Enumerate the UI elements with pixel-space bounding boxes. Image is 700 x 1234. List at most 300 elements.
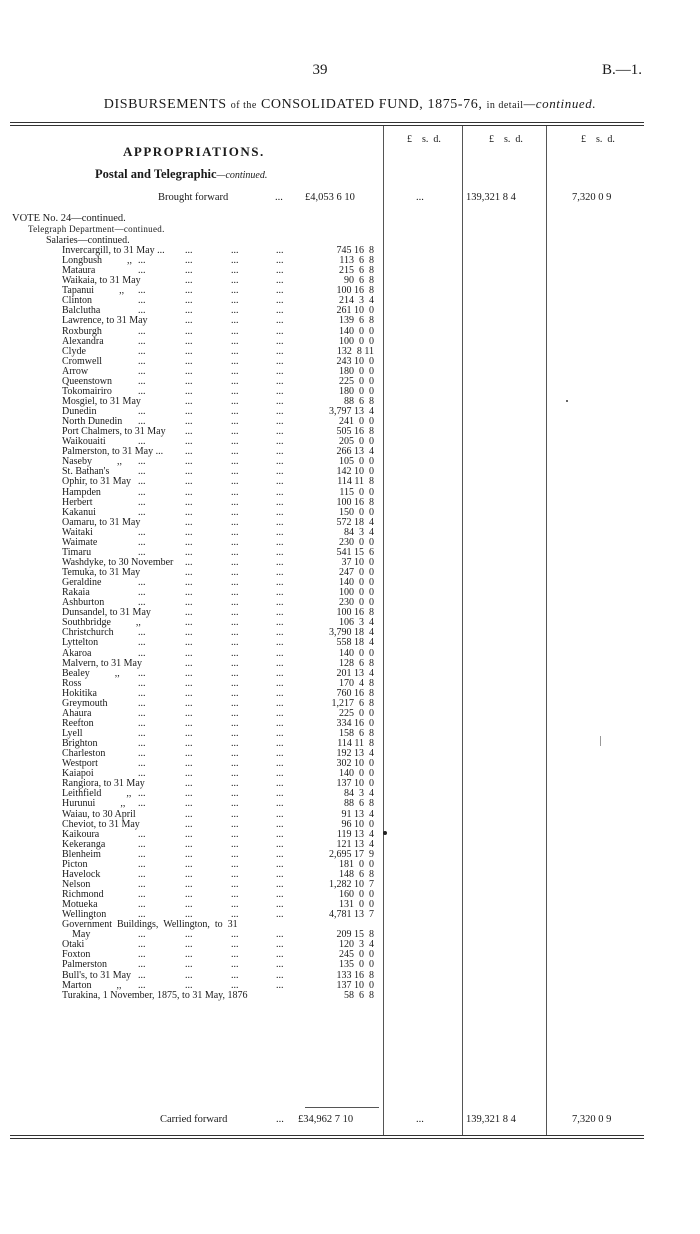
carried-forward-col2: 139,321 8 4 <box>466 1114 516 1125</box>
leader-dots: ... <box>231 365 239 377</box>
leader-dots: ... <box>231 285 239 297</box>
table-bottom-rule-inner <box>10 1138 644 1139</box>
title-in-detail: in detail <box>486 100 524 111</box>
leader-dots: ... <box>185 546 193 558</box>
entry-name: Geraldine <box>62 577 102 589</box>
entry-name: Westport <box>62 758 98 770</box>
entry-name: Akaroa <box>62 647 92 659</box>
leader-dots: ... <box>231 677 239 689</box>
leader-dots: ... <box>276 899 284 911</box>
leader-dots: ... <box>138 597 146 609</box>
leader-dots: ... <box>138 647 146 659</box>
leader-dots: ... <box>138 788 146 800</box>
leader-dots: ... <box>276 738 284 750</box>
leader-dots: ... <box>185 818 193 830</box>
column-header-3: £ s. d. <box>581 134 615 145</box>
leader-dots: ... <box>185 707 193 719</box>
leader-dots: ... <box>138 627 146 639</box>
leader-dots: ... <box>231 939 239 951</box>
leader-dots: ... <box>185 496 193 508</box>
leader-dots: ... <box>138 868 146 880</box>
leader-dots: ... <box>276 486 284 498</box>
leader-dots: ... <box>276 406 284 417</box>
leader-dots: ... <box>231 838 239 850</box>
section-heading <box>95 167 267 182</box>
leader-dots: ... <box>185 305 193 317</box>
leader-dots: ... <box>185 607 193 619</box>
carried-forward-col1: ... <box>416 1114 424 1125</box>
leader-dots: ... <box>138 748 146 760</box>
entry-name: Mataura <box>62 265 96 277</box>
entry-name: Palmerston <box>62 959 107 971</box>
leader-dots: ... <box>185 889 193 900</box>
leader-dots: ... <box>231 818 239 830</box>
entry-name: Blenheim <box>62 848 101 860</box>
leader-dots: ... <box>185 556 193 568</box>
leader-dots: ... <box>231 758 239 770</box>
title-main: DISBURSEMENTS <box>103 97 227 112</box>
entry-amount: 505 16 8 <box>336 426 374 438</box>
leader-dots: ... <box>231 577 239 589</box>
leader-dots: ... <box>276 818 284 830</box>
entry-name: Lyttelton <box>62 637 99 649</box>
leader-dots: ... <box>276 506 284 518</box>
leader-dots: ... <box>138 496 146 508</box>
entry-name: Longbush ,, <box>62 255 132 267</box>
entry-name: Picton <box>62 858 88 870</box>
leader-dots: ... <box>231 567 239 578</box>
leader-dots: ... <box>185 697 193 709</box>
entry-amount: 2,695 17 9 <box>329 848 374 860</box>
leader-dots: ... <box>231 858 239 870</box>
entry-amount: 142 10 0 <box>336 466 374 478</box>
leader-dots: ... <box>138 526 146 538</box>
table-row <box>0 638 700 648</box>
carried-forward-dots: ... <box>276 1114 284 1125</box>
page-number: 39 <box>312 62 328 78</box>
leader-dots: ... <box>138 285 146 297</box>
leader-dots: ... <box>231 949 239 961</box>
entry-amount: 247 0 0 <box>339 567 374 578</box>
leader-dots: ... <box>138 687 146 699</box>
entry-amount: 133 16 8 <box>336 969 374 981</box>
leader-dots: ... <box>231 556 239 568</box>
appropriations-heading: APPROPRIATIONS. <box>123 144 265 159</box>
leader-dots: ... <box>231 687 239 699</box>
leader-dots: ... <box>185 426 193 438</box>
leader-dots: ... <box>276 355 284 367</box>
column-header-2: £ s. d. <box>489 134 523 145</box>
total-rule <box>305 1107 379 1108</box>
entry-name: Ahaura <box>62 707 92 719</box>
entry-name: Port Chalmers, to 31 May <box>62 426 166 438</box>
entry-amount: 230 0 0 <box>339 597 374 609</box>
leader-dots: ... <box>231 516 239 528</box>
leader-dots: ... <box>231 375 239 387</box>
entry-name: Tapanui ,, <box>62 285 125 297</box>
leader-dots: ... <box>231 647 239 659</box>
entry-name: Mosgiel, to 31 May <box>62 395 141 407</box>
leader-dots: ... <box>276 516 284 528</box>
leader-dots: ... <box>138 325 146 337</box>
entry-amount: 192 13 4 <box>336 748 374 760</box>
leader-dots: ... <box>276 496 284 508</box>
leader-dots: ... <box>231 546 239 558</box>
leader-dots: ... <box>231 929 239 941</box>
entry-amount: 205 0 0 <box>339 436 374 448</box>
entry-amount: 180 0 0 <box>339 385 374 397</box>
carried-forward-col3: 7,320 0 9 <box>572 1114 612 1125</box>
entry-amount: 140 0 0 <box>339 325 374 337</box>
entry-name: Dunedin <box>62 406 97 417</box>
brought-forward-col3: 7,320 0 9 <box>572 192 612 203</box>
entry-amount: 106 3 4 <box>339 617 374 629</box>
column-header-1: £ s. d. <box>407 134 441 145</box>
salary-entries <box>0 246 700 1001</box>
leader-dots: ... <box>276 587 284 599</box>
leader-dots: ... <box>138 345 146 357</box>
entry-name: Oamaru, to 31 May <box>62 516 141 528</box>
leader-dots: ... <box>138 979 146 991</box>
leader-dots: ... <box>231 637 239 649</box>
leader-dots: ... <box>185 828 193 840</box>
entry-amount: 131 0 0 <box>339 899 374 911</box>
leader-dots: ... <box>138 909 146 921</box>
leader-dots: ... <box>185 255 193 267</box>
entry-amount: 139 6 8 <box>339 315 374 327</box>
entry-name: Herbert <box>62 496 93 508</box>
leader-dots: ... <box>185 909 193 921</box>
leader-dots: ... <box>138 758 146 770</box>
entry-name: Timaru <box>62 546 92 558</box>
entry-amount: 215 6 8 <box>339 265 374 277</box>
leader-dots: ... <box>185 406 193 417</box>
leader-dots: ... <box>276 798 284 810</box>
brought-forward-col1: ... <box>416 192 424 203</box>
leader-dots: ... <box>138 707 146 719</box>
leader-dots: ... <box>276 778 284 790</box>
leader-dots: ... <box>185 577 193 589</box>
leader-dots: ... <box>231 486 239 498</box>
leader-dots: ... <box>138 335 146 347</box>
leader-dots: ... <box>231 878 239 890</box>
entry-amount: 243 10 0 <box>336 355 374 367</box>
entry-name: Bull's, to 31 May <box>62 969 132 981</box>
leader-dots: ... <box>276 456 284 468</box>
leader-dots: ... <box>185 446 193 458</box>
entry-amount: 1,217 6 8 <box>331 697 374 709</box>
entry-name: Havelock <box>62 868 101 880</box>
leader-dots: ... <box>276 627 284 639</box>
leader-dots: ... <box>231 617 239 629</box>
entry-name: Temuka, to 31 May <box>62 567 141 578</box>
leader-dots: ... <box>276 697 284 709</box>
entry-amount: 241 0 0 <box>339 416 374 428</box>
leader-dots: ... <box>138 697 146 709</box>
leader-dots: ... <box>231 657 239 669</box>
leader-dots: ... <box>231 848 239 860</box>
entry-name: Malvern, to 31 May <box>62 657 142 669</box>
entry-name: Otaki <box>62 939 85 951</box>
leader-dots: ... <box>185 245 193 256</box>
leader-dots: ... <box>276 345 284 357</box>
leader-dots: ... <box>231 979 239 991</box>
leader-dots: ... <box>138 858 146 870</box>
entry-name: Roxburgh <box>62 325 102 337</box>
entry-amount: 160 0 0 <box>339 889 374 900</box>
leader-dots: ... <box>138 798 146 810</box>
entry-amount: 90 6 8 <box>344 275 374 287</box>
entry-name: Charleston <box>62 748 106 760</box>
leader-dots: ... <box>276 546 284 558</box>
entry-name: Turakina, 1 November, 1875, to 31 May, 1876 <box>62 989 248 1001</box>
leader-dots: ... <box>185 868 193 880</box>
carried-forward-label: Carried forward <box>160 1114 228 1125</box>
entry-name: North Dunedin <box>62 416 123 428</box>
leader-dots: ... <box>231 828 239 840</box>
leader-dots: ... <box>185 265 193 277</box>
title-of-the: of the <box>230 100 257 111</box>
leader-dots: ... <box>138 587 146 599</box>
leader-dots: ... <box>231 707 239 719</box>
leader-dots: ... <box>138 546 146 558</box>
title-continued: —continued. <box>523 96 597 111</box>
entry-name: Christchurch <box>62 627 114 639</box>
leader-dots: ... <box>231 738 239 750</box>
leader-dots: ... <box>185 516 193 528</box>
leader-dots: ... <box>231 295 239 307</box>
leader-dots: ... <box>185 738 193 750</box>
leader-dots: ... <box>185 375 193 387</box>
leader-dots: ... <box>185 365 193 377</box>
leader-dots: ... <box>185 728 193 739</box>
entry-amount: 334 16 0 <box>336 717 374 729</box>
leader-dots: ... <box>138 295 146 307</box>
department-heading: Telegraph Department—continued. <box>28 224 165 234</box>
leader-dots: ... <box>276 868 284 880</box>
leader-dots: ... <box>231 345 239 357</box>
leader-dots: ... <box>185 637 193 649</box>
leader-dots: ... <box>185 587 193 599</box>
entry-name: Waiau, to 30 April <box>62 808 136 820</box>
entry-name: Kakanui <box>62 506 96 518</box>
leader-dots: ... <box>138 738 146 750</box>
leader-dots: ... <box>231 315 239 327</box>
leader-dots: ... <box>231 788 239 800</box>
leader-dots: ... <box>231 436 239 448</box>
leader-dots: ... <box>185 959 193 971</box>
entry-amount: 84 3 4 <box>344 788 374 800</box>
entry-amount: 84 3 4 <box>344 526 374 538</box>
leader-dots: ... <box>185 526 193 538</box>
leader-dots: ... <box>276 959 284 971</box>
leader-dots: ... <box>231 456 239 468</box>
entry-amount: 128 6 8 <box>339 657 374 669</box>
leader-dots: ... <box>185 506 193 518</box>
leader-dots: ... <box>185 788 193 800</box>
table-bottom-rule <box>10 1135 644 1136</box>
entry-name: Southbridge ,, <box>62 617 141 629</box>
entry-amount: 100 16 8 <box>336 496 374 508</box>
leader-dots: ... <box>276 265 284 277</box>
entry-amount: 214 3 4 <box>339 295 374 307</box>
entry-name: Alexandra <box>62 335 104 347</box>
leader-dots: ... <box>276 949 284 961</box>
leader-dots: ... <box>138 949 146 961</box>
entry-amount: 119 13 4 <box>336 828 374 840</box>
leader-dots: ... <box>231 255 239 267</box>
leader-dots: ... <box>185 385 193 397</box>
leader-dots: ... <box>276 788 284 800</box>
entry-amount: 140 0 0 <box>339 577 374 589</box>
ink-speck <box>566 400 568 402</box>
entry-name: Motueka <box>62 899 98 911</box>
leader-dots: ... <box>185 687 193 699</box>
entry-name: Cromwell <box>62 355 102 367</box>
leader-dots: ... <box>231 536 239 548</box>
leader-dots: ... <box>185 295 193 307</box>
entry-name: Clinton <box>62 295 93 307</box>
leader-dots: ... <box>276 476 284 488</box>
leader-dots: ... <box>185 899 193 911</box>
leader-dots: ... <box>138 969 146 981</box>
leader-dots: ... <box>231 426 239 438</box>
entry-amount: 132 8 11 <box>336 345 374 357</box>
leader-dots: ... <box>231 959 239 971</box>
leader-dots: ... <box>231 808 239 820</box>
brought-forward-col2: 139,321 8 4 <box>466 192 516 203</box>
entry-amount: 96 10 0 <box>341 818 374 830</box>
entry-amount: 541 15 6 <box>336 546 374 558</box>
leader-dots: ... <box>231 889 239 900</box>
leader-dots: ... <box>138 728 146 739</box>
entry-name: Kaiapoi <box>62 768 94 780</box>
entry-amount: 170 4 8 <box>339 677 374 689</box>
entry-name: Bealey ,, <box>62 667 120 679</box>
leader-dots: ... <box>138 305 146 317</box>
leader-dots: ... <box>231 526 239 538</box>
leader-dots: ... <box>276 305 284 317</box>
leader-dots: ... <box>231 748 239 760</box>
leader-dots: ... <box>185 416 193 428</box>
leader-dots: ... <box>185 838 193 850</box>
leader-dots: ... <box>231 476 239 488</box>
leader-dots: ... <box>185 345 193 357</box>
leader-dots: ... <box>138 255 146 267</box>
leader-dots: ... <box>276 607 284 619</box>
leader-dots: ... <box>185 315 193 327</box>
table-row <box>0 477 700 487</box>
leader-dots: ... <box>231 909 239 921</box>
leader-dots: ... <box>138 717 146 729</box>
entry-amount: 245 0 0 <box>339 949 374 961</box>
leader-dots: ... <box>231 506 239 518</box>
entry-name: Washdyke, to 30 November <box>62 556 174 568</box>
entry-amount: 100 16 8 <box>336 285 374 297</box>
leader-dots: ... <box>276 848 284 860</box>
leader-dots: ... <box>185 647 193 659</box>
brought-forward-label: Brought forward <box>158 192 229 203</box>
entry-name: Naseby ,, <box>62 456 122 468</box>
leader-dots: ... <box>276 536 284 548</box>
entry-amount: 88 6 8 <box>344 395 374 407</box>
entry-amount: 100 16 8 <box>336 607 374 619</box>
entry-amount: 137 10 0 <box>336 979 374 991</box>
entry-name: Arrow <box>62 365 89 377</box>
leader-dots: ... <box>276 969 284 981</box>
entry-amount: 91 13 4 <box>341 808 374 820</box>
leader-dots: ... <box>185 285 193 297</box>
entry-name: Dunsandel, to 31 May <box>62 607 151 619</box>
leader-dots: ... <box>276 858 284 870</box>
leader-dots: ... <box>138 899 146 911</box>
leader-dots: ... <box>231 667 239 679</box>
leader-dots: ... <box>185 848 193 860</box>
leader-dots: ... <box>138 506 146 518</box>
leader-dots: ... <box>276 768 284 780</box>
leader-dots: ... <box>276 385 284 397</box>
entry-amount: 140 0 0 <box>339 647 374 659</box>
leader-dots: ... <box>231 325 239 337</box>
leader-dots: ... <box>138 265 146 277</box>
leader-dots: ... <box>276 929 284 941</box>
entry-name: Hampden <box>62 486 101 498</box>
entry-name: Balclutha <box>62 305 101 317</box>
entry-name: Invercargill, to 31 May ... <box>62 245 165 256</box>
entry-name: May <box>62 929 91 941</box>
leader-dots: ... <box>231 406 239 417</box>
leader-dots: ... <box>185 536 193 548</box>
leader-dots: ... <box>276 315 284 327</box>
leader-dots: ... <box>138 365 146 377</box>
leader-dots: ... <box>231 899 239 911</box>
entry-amount: 3,797 13 4 <box>329 406 374 417</box>
leader-dots: ... <box>185 677 193 689</box>
leader-dots: ... <box>231 697 239 709</box>
entry-amount: 266 13 4 <box>336 446 374 458</box>
table-top-rule-inner <box>10 125 644 126</box>
leader-dots: ... <box>138 436 146 448</box>
entry-name: Marton ,, <box>62 979 122 991</box>
leader-dots: ... <box>185 355 193 367</box>
entry-amount: 148 6 8 <box>339 868 374 880</box>
entry-name: Cheviot, to 31 May <box>62 818 140 830</box>
entry-amount: 37 10 0 <box>341 556 374 568</box>
leader-dots: ... <box>276 375 284 387</box>
entry-name: Wellington <box>62 909 107 921</box>
leader-dots: ... <box>185 486 193 498</box>
entry-amount: 121 13 4 <box>336 838 374 850</box>
leader-dots: ... <box>276 979 284 991</box>
title-fund: CONSOLIDATED FUND, 1875-76, <box>260 97 483 112</box>
entry-amount: 558 18 4 <box>336 637 374 649</box>
entry-amount: 140 0 0 <box>339 768 374 780</box>
leader-dots: ... <box>231 627 239 639</box>
leader-dots: ... <box>276 878 284 890</box>
entry-name: Reefton <box>62 717 94 729</box>
entry-amount: 114 11 8 <box>337 476 374 488</box>
leader-dots: ... <box>231 768 239 780</box>
leader-dots: ... <box>231 798 239 810</box>
leader-dots: ... <box>276 808 284 820</box>
entry-name: Rangiora, to 31 May <box>62 778 145 790</box>
ink-stroke <box>600 736 601 746</box>
leader-dots: ... <box>276 335 284 347</box>
table-row <box>0 799 700 809</box>
entry-name: St. Bathan's <box>62 466 110 478</box>
leader-dots: ... <box>276 707 284 719</box>
leader-dots: ... <box>185 476 193 488</box>
